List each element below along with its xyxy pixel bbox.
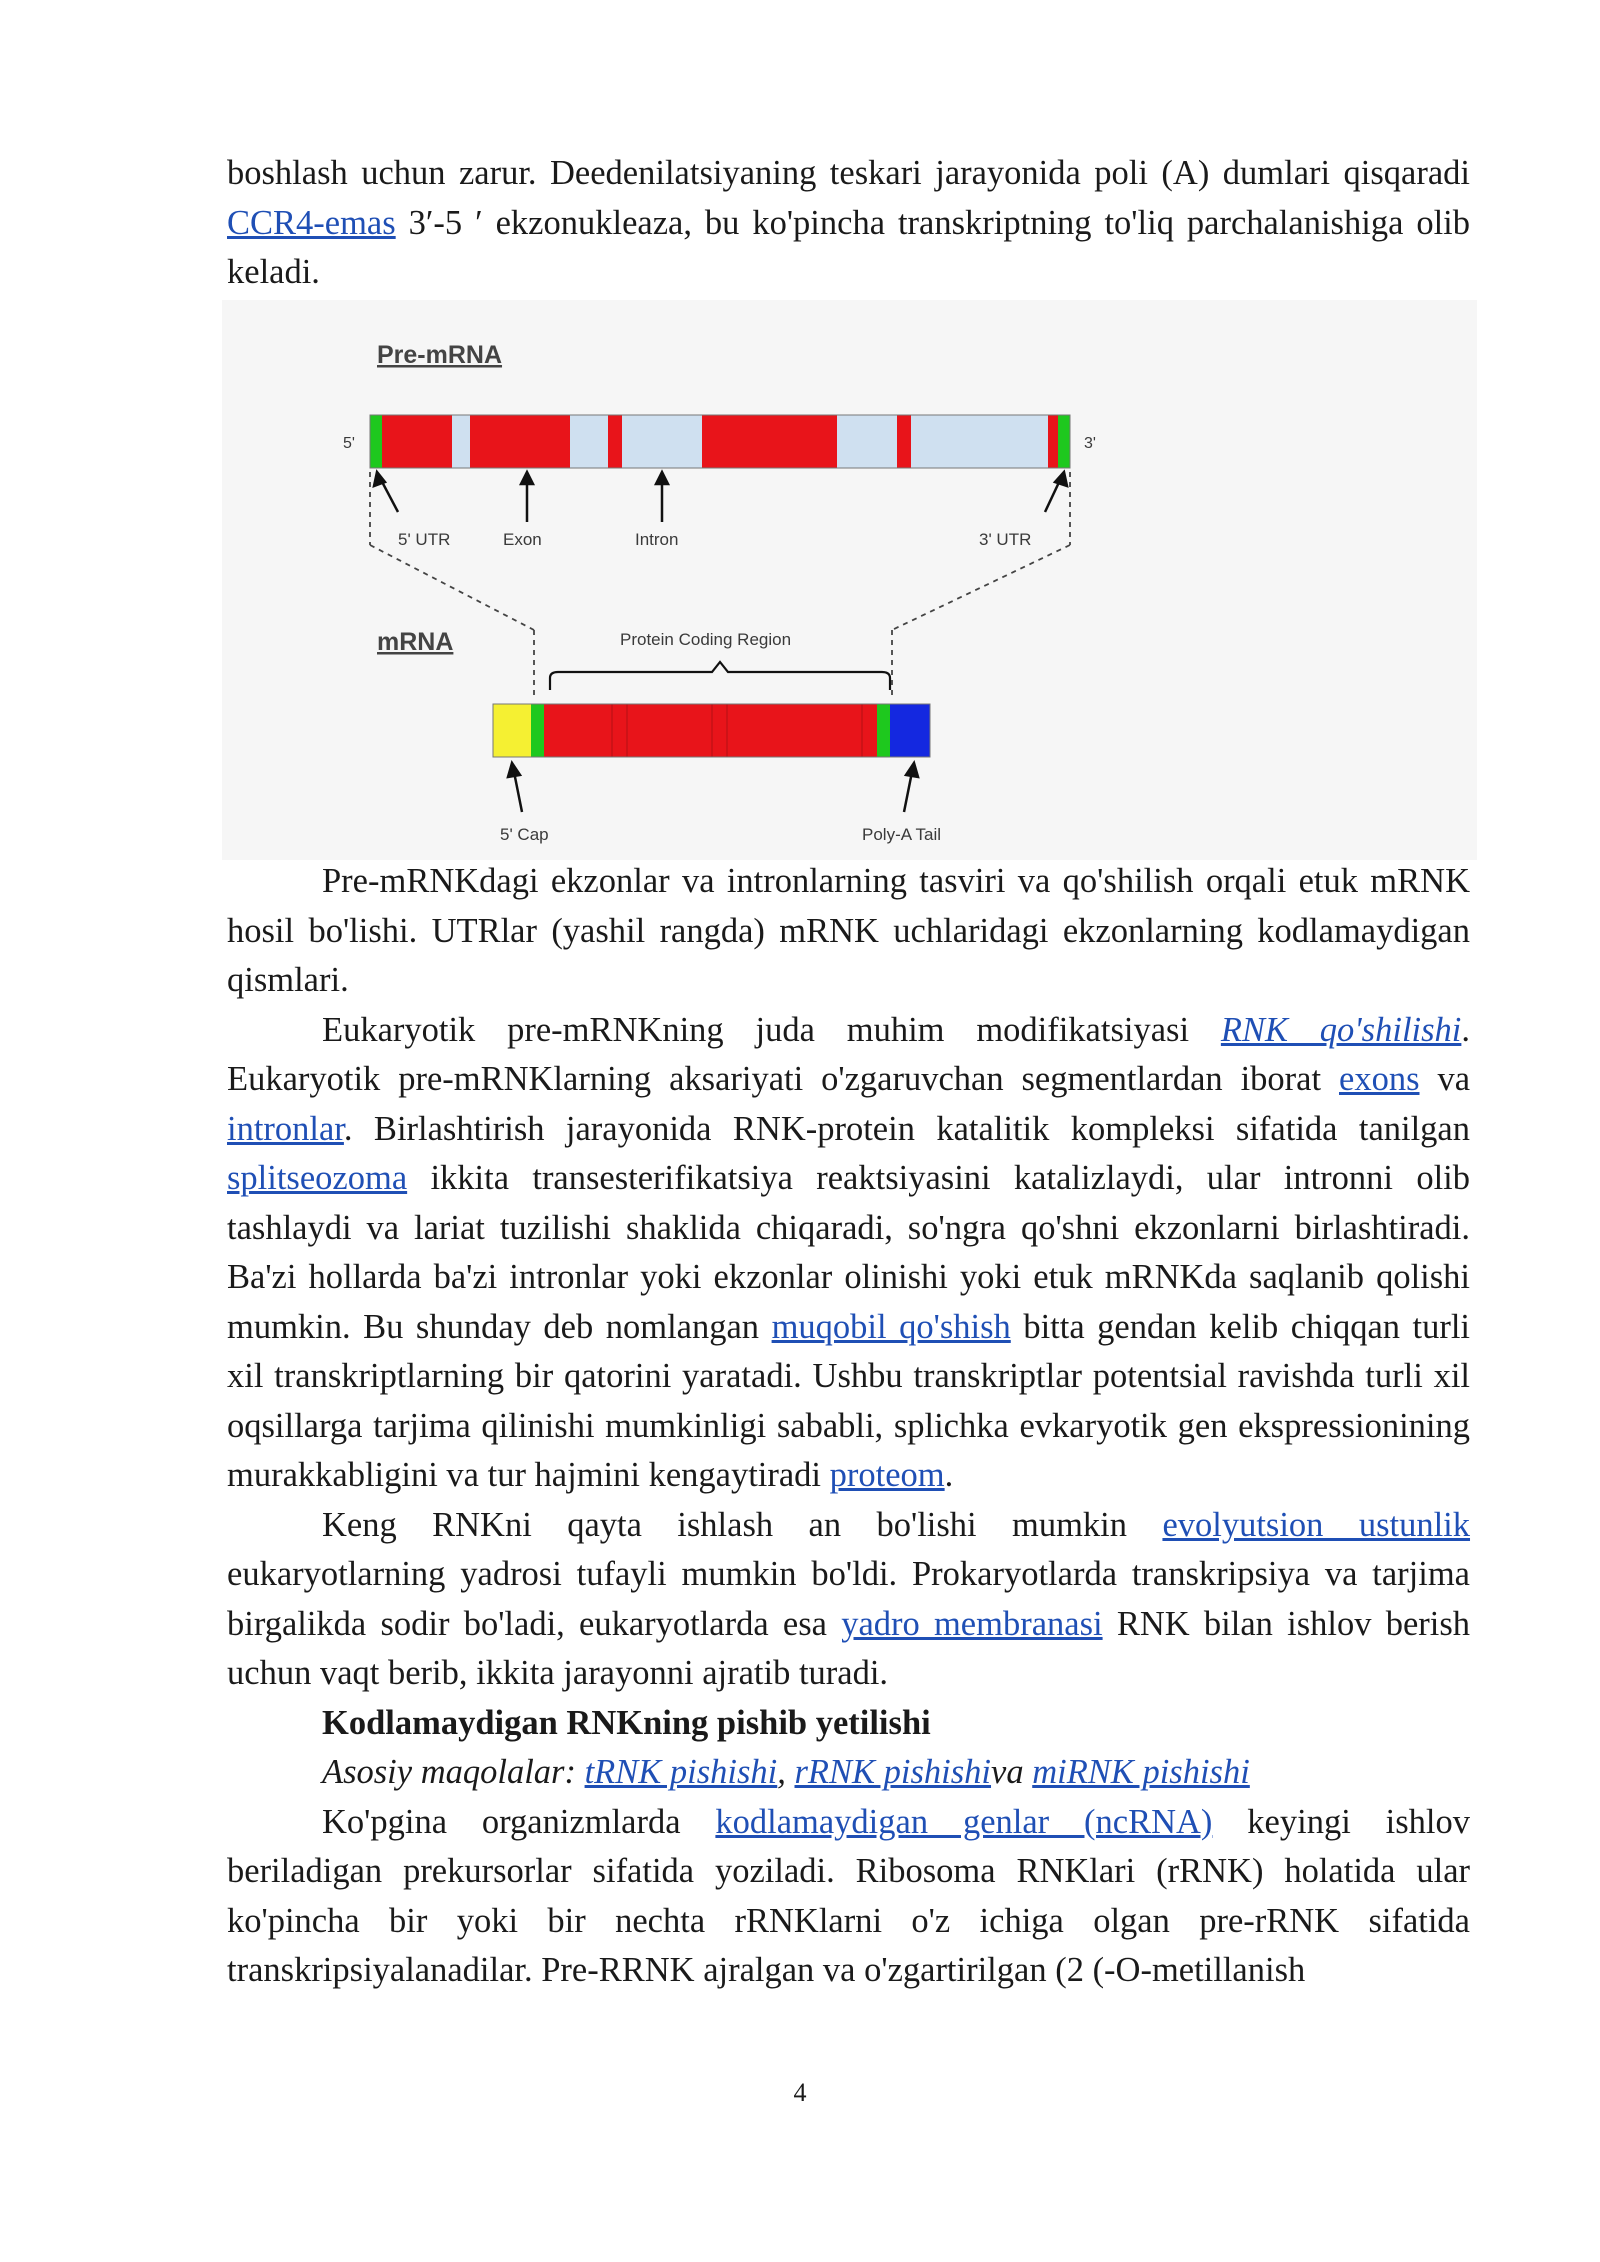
label-5utr: 5' UTR	[398, 530, 451, 549]
mrna-cap-segment	[493, 704, 531, 757]
three-prime-label: 3'	[1084, 435, 1096, 452]
pre-mrna-intron-segment	[837, 415, 897, 468]
figure-caption: Pre-mRNKdagi ekzonlar va intronlarning tasviri va qo'shilish orqali etuk mRNK hosil bo'lishi. UTRlar (yashil rangda) mRNK uchlaridagi ekzonlarning kodlamaydigan qismlari.	[227, 862, 1470, 999]
para1-text: bitta gendan kelib chiqqan turli xil transkriptlarning bir qatorini yaratadi. Ushbu transkriptlar potentsial ravishda turli xil oqsillarga tarjima qilinishi mumkinligi sababli, splichka evkaryotik gen ekspressionining murakkabligini va tur hajmini kengaytiradi	[227, 1307, 1471, 1494]
mrna-title: mRNA	[377, 628, 454, 656]
pre-mrna-title: Pre-mRNA	[377, 341, 503, 369]
kodlamaydigan-genlar-link[interactable]: kodlamaydigan genlar (ncRNA)	[715, 1802, 1213, 1841]
pre-mrna-exon-segment	[1048, 415, 1058, 468]
intronlar-link[interactable]: intronlar	[227, 1109, 344, 1148]
pre-mrna-intron-segment	[570, 415, 608, 468]
label-intron: Intron	[635, 530, 679, 549]
para1-text: . Eukaryotik pre-mRNKlarning aksariyati o'zgaruvchan segmentlardan iborat	[227, 1010, 1470, 1098]
dashed-connectors	[370, 472, 1070, 698]
main-articles-line	[227, 1748, 1470, 1798]
mrna-5utr-segment	[531, 704, 544, 757]
label-polya-tail: Poly-A Tail	[862, 825, 942, 844]
arrowhead-3utr	[1055, 472, 1067, 486]
pre-mrna-intron-segment	[452, 415, 470, 468]
mrna-arrows	[508, 763, 918, 812]
arrowhead-exon	[521, 472, 533, 484]
arrowhead-polya	[906, 763, 918, 777]
para1-text: .	[944, 1456, 954, 1494]
arrowhead-5utr	[374, 472, 385, 486]
evolyutsion-ustunlik-link[interactable]: evolyutsion ustunlik	[1162, 1505, 1471, 1544]
page-number: 4	[793, 2078, 807, 2107]
mrna-bar	[493, 704, 930, 757]
pre-mrna-exon-segment	[608, 415, 622, 468]
main-text	[227, 857, 1470, 1996]
pre-mrna-exon-segment	[897, 415, 911, 468]
label-exon: Exon	[503, 530, 542, 549]
label-5cap: 5' Cap	[500, 825, 549, 844]
pre-mrna-exon-segment	[470, 415, 570, 468]
trnk-pishishi-link[interactable]: tRNK pishishi	[584, 1753, 778, 1791]
ccr4-emas-link[interactable]: CCR4-emas	[227, 203, 396, 242]
five-prime-label: 5'	[343, 435, 355, 452]
main-articles-separator: ,	[777, 1753, 786, 1791]
label-3utr: 3' UTR	[979, 530, 1032, 549]
paragraph-evolution	[227, 1501, 1470, 1699]
arrowhead-cap	[508, 763, 520, 777]
mrna-3utr-segment	[877, 704, 890, 757]
section-heading: Kodlamaydigan RNKning pishib yetilishi	[322, 1703, 931, 1742]
para2-text: Keng RNKni qayta ishlash an bo'lishi mumkin	[322, 1505, 1128, 1544]
paragraph-splicing	[227, 1006, 1470, 1501]
main-articles-conjunction: va	[991, 1753, 1024, 1791]
pre-mrna-intron-segment	[911, 415, 1048, 468]
intro-text-1: boshlash uchun zarur. Deedenilatsiyaning teskari jarayonida poli (A) dumlari qisqaradi	[227, 154, 1470, 192]
para1-text: va	[1437, 1060, 1471, 1098]
splicing-diagram	[222, 300, 1477, 860]
pre-mrna-exon-segment	[382, 415, 452, 468]
mrna-coding-segment	[544, 704, 877, 757]
exons-link[interactable]: exons	[1339, 1060, 1420, 1098]
intro-text-2: 3′-5 ′ ekzonukleaza, bu ko'pincha transkriptning to'liq parchalanishiga olib keladi.	[227, 203, 1471, 291]
yadro-membranasi-link[interactable]: yadro membranasi	[841, 1604, 1103, 1643]
main-articles-prefix: Asosiy maqolalar:	[322, 1753, 576, 1791]
proteom-link[interactable]: proteom	[829, 1456, 945, 1494]
para3-text: keyingi ishlov beriladigan prekursorlar sifatida yoziladi. Ribosoma RNKlari (rRNK) holatida ular ko'pincha bir yoki bir nechta rRNKlarni o'z ichiga olgan pre-rRNK sifatida transkripsiyalanadilar. Pre-RRNK ajralgan va o'zgartirilgan (2 (-O-metillanish	[227, 1802, 1470, 1989]
arrowhead-intron	[656, 472, 668, 484]
protein-coding-region-label: Protein Coding Region	[620, 630, 792, 649]
para1-text: . Birlashtirish jarayonida RNK-protein katalitik kompleksi sifatida tanilgan	[343, 1109, 1470, 1148]
para2-text: eukaryotlarning yadrosi tufayli mumkin bo'ldi. Prokaryotlarda transkripsiya va tarjima birgalikda sodir bo'ladi, eukaryotlarda esa	[227, 1555, 1470, 1643]
pre-mrna-intron-segment	[622, 415, 702, 468]
paragraph-ncrna	[227, 1798, 1470, 1996]
muqobil-qoshish-link[interactable]: muqobil qo'shish	[771, 1307, 1011, 1346]
intro-paragraph	[227, 149, 1470, 298]
para1-text: Eukaryotik pre-mRNKning juda muhim modifikatsiyasi	[322, 1010, 1190, 1049]
splitseozoma-link[interactable]: splitseozoma	[227, 1159, 408, 1197]
para3-text: Ko'pgina organizmlarda	[322, 1802, 681, 1841]
dashed-right-diagonal	[892, 545, 1070, 630]
arrow-cap	[514, 772, 522, 812]
pre-mrna-bar	[370, 415, 1070, 468]
rnk-qoshilishi-link[interactable]: RNK qo'shilishi	[1220, 1010, 1462, 1049]
mrna-polya-segment	[890, 704, 930, 757]
arrow-polya	[904, 772, 912, 812]
para2-text: RNK bilan ishlov berish uchun vaqt berib, ikkita jarayonni ajratib turadi.	[227, 1604, 1471, 1692]
pre-mrna-exon-segment	[702, 415, 837, 468]
mirnk-pishishi-link[interactable]: miRNK pishishi	[1032, 1753, 1250, 1791]
rrnk-pishishi-link[interactable]: rRNK pishishi	[794, 1753, 992, 1791]
pre-mrna-5utr-segment	[370, 415, 382, 468]
para1-text: ikkita transesterifikatsiya reaktsiyasini katalizlaydi, ular intronni olib tashlaydi va lariat tuzilishi shaklida chiqaradi, so'ngra qo'shni ekzonlarni birlashtiradi. Ba'zi hollarda ba'zi intronlar yoki ekzonlar olinishi yoki etuk mRNKda saqlanib qolishi mumkin. Bu shunday deb nomlangan	[227, 1159, 1470, 1346]
pre-mrna-splicing-figure	[222, 300, 1477, 860]
pre-mrna-3utr-segment	[1058, 415, 1070, 468]
coding-region-bracket	[550, 662, 890, 690]
dashed-left-diagonal	[370, 545, 534, 630]
pre-mrna-arrows	[374, 472, 1067, 522]
